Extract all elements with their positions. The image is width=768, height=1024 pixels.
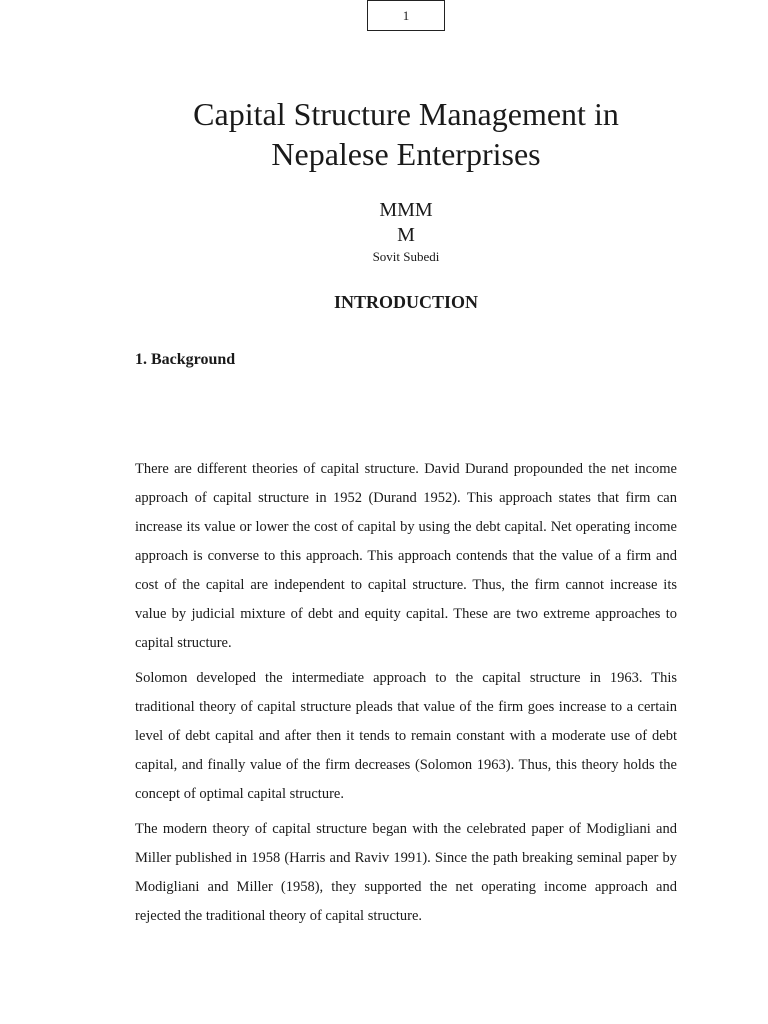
- page-number-box: [367, 0, 445, 31]
- title-line-1: Capital Structure Management in: [193, 96, 619, 132]
- paragraph: Solomon developed the intermediate approach to the capital structure in 1963. This traditional theory of capital structure pleads that value of the firm goes increase to a certain level of debt capital and after then it tends to remain constant with a moderate use of debt capital, and finally value of the firm decreases (Solomon 1963). Thus, this theory holds the concept of optimal capital structure.: [135, 670, 677, 802]
- title-line-2: Nepalese Enterprises: [271, 136, 541, 172]
- page-number: 1: [402, 7, 410, 23]
- document-title: [0, 94, 768, 174]
- body-text: [135, 455, 677, 937]
- subsection-heading-background: 1. Background: [135, 351, 236, 368]
- author-block: [0, 198, 768, 266]
- paragraph: The modern theory of capital structure began with the celebrated paper of Modigliani and Miller published in 1958 (Harris and Raviv 1991). Since the path breaking seminal paper by Modigliani and Miller (1958), they supported the net operating income approach and rejected the traditional theory of capital structure.: [135, 821, 677, 924]
- paragraph: There are different theories of capital structure. David Durand propounded the net income approach of capital structure in 1952 (Durand 1952). This approach states that firm can increase its value or lower the cost of capital by using the debt capital. Net operating income approach is converse to this approach. This approach contends that the value of a firm and cost of the capital are independent to capital structure. Thus, the firm cannot increase its value by judicial mixture of debt and equity capital. These are two extreme approaches to capital structure.: [135, 461, 677, 651]
- section-heading-introduction: INTRODUCTION: [333, 292, 479, 312]
- author-name: Sovit Subedi: [372, 249, 440, 264]
- author-initials-line-1: MMM: [379, 199, 433, 221]
- author-initials-line-2: M: [397, 224, 415, 246]
